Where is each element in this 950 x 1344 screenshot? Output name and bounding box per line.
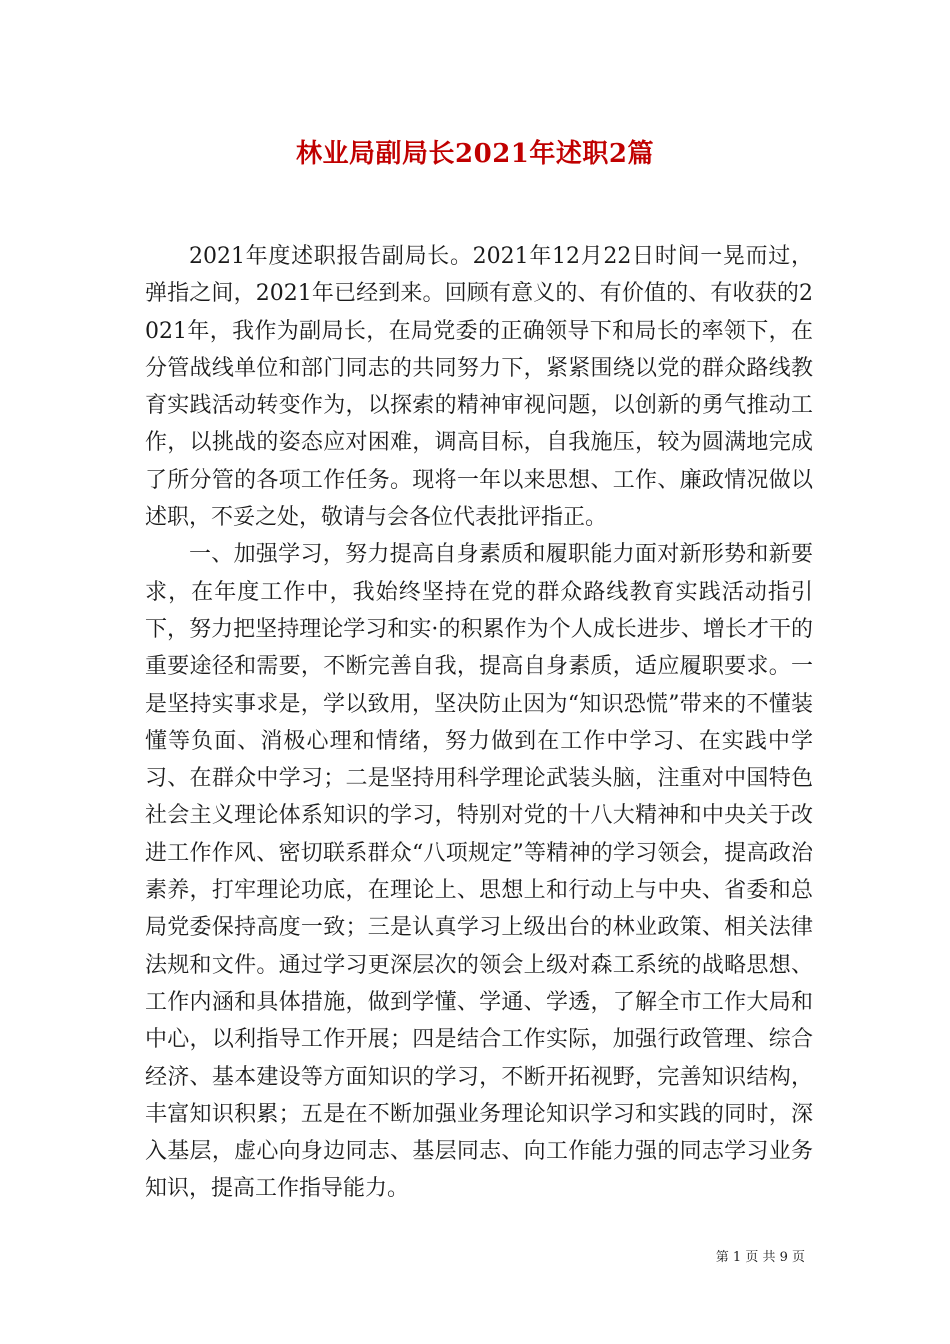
paragraph-intro: 2021年度述职报告副局长。2021年12月22日时间一晃而过，弹指之间，2021年已经到来。回顾有意义的、有价值的、有收获的2021年，我作为副局长，在局党委的正确领导下和局长的率领下，在分管战线单位和部门同志的共同努力下，紧紧围绕以党的群众路线教育实践活动转变作为，以探索的精神审视问题，以创新的勇气推动工作，以挑战的姿态应对困难，调高目标，自我施压，较为圆满地完成了所分管的各项工作任务。现将一年以来思想、工作、廉政情况做以述职，不妥之处，敬请与会各位代表批评指正。 [145, 244, 813, 531]
paragraph-section-one: 一、加强学习，努力提高自身素质和履职能力面对新形势和新要求，在年度工作中，我始终坚持在党的群众路线教育实践活动指引下，努力把坚持理论学习和实·的积累作为个人成长进步、增长才干的重要途径和需要，不断完善自我，提高自身素质，适应履职要求。一是坚持实事求是，学以致用，坚决防止因为“知识恐慌”带来的不懂装懂等负面、消极心理和情绪，努力做到在工作中学习、在实践中学习、在群众中学习；二是坚持用科学理论武装头脑，注重对中国特色社会主义理论体系知识的学习，特别对党的十八大精神和中央关于改进工作作风、密切联系群众“八项规定”等精神的学习领会，提高政治素养，打牢理论功底，在理论上、思想上和行动上与中央、省委和总局党委保持高度一致；三是认真学习上级出台的林业政策、相关法律法规和文件。通过学习更深层次的领会上级对森工系统的战略思想、工作内涵和具体措施，做到学懂、学通、学透，了解全市工作大局和中心，以利指导工作开展；四是结合工作实际，加强行政管理、综合经济、基本建设等方面知识的学习，不断开拓视野，完善知识结构，丰富知识积累；五是在不断加强业务理论知识学习和实践的同时，深入基层，虚心向身边同志、基层同志、向工作能力强的同志学习业务知识，提高工作指导能力。 [145, 542, 813, 1202]
page-number: 第 1 页 共 9 页 [715, 1250, 805, 1265]
document-title: 林业局副局长2021年述职2篇 [296, 139, 654, 169]
document-body [145, 238, 813, 1208]
